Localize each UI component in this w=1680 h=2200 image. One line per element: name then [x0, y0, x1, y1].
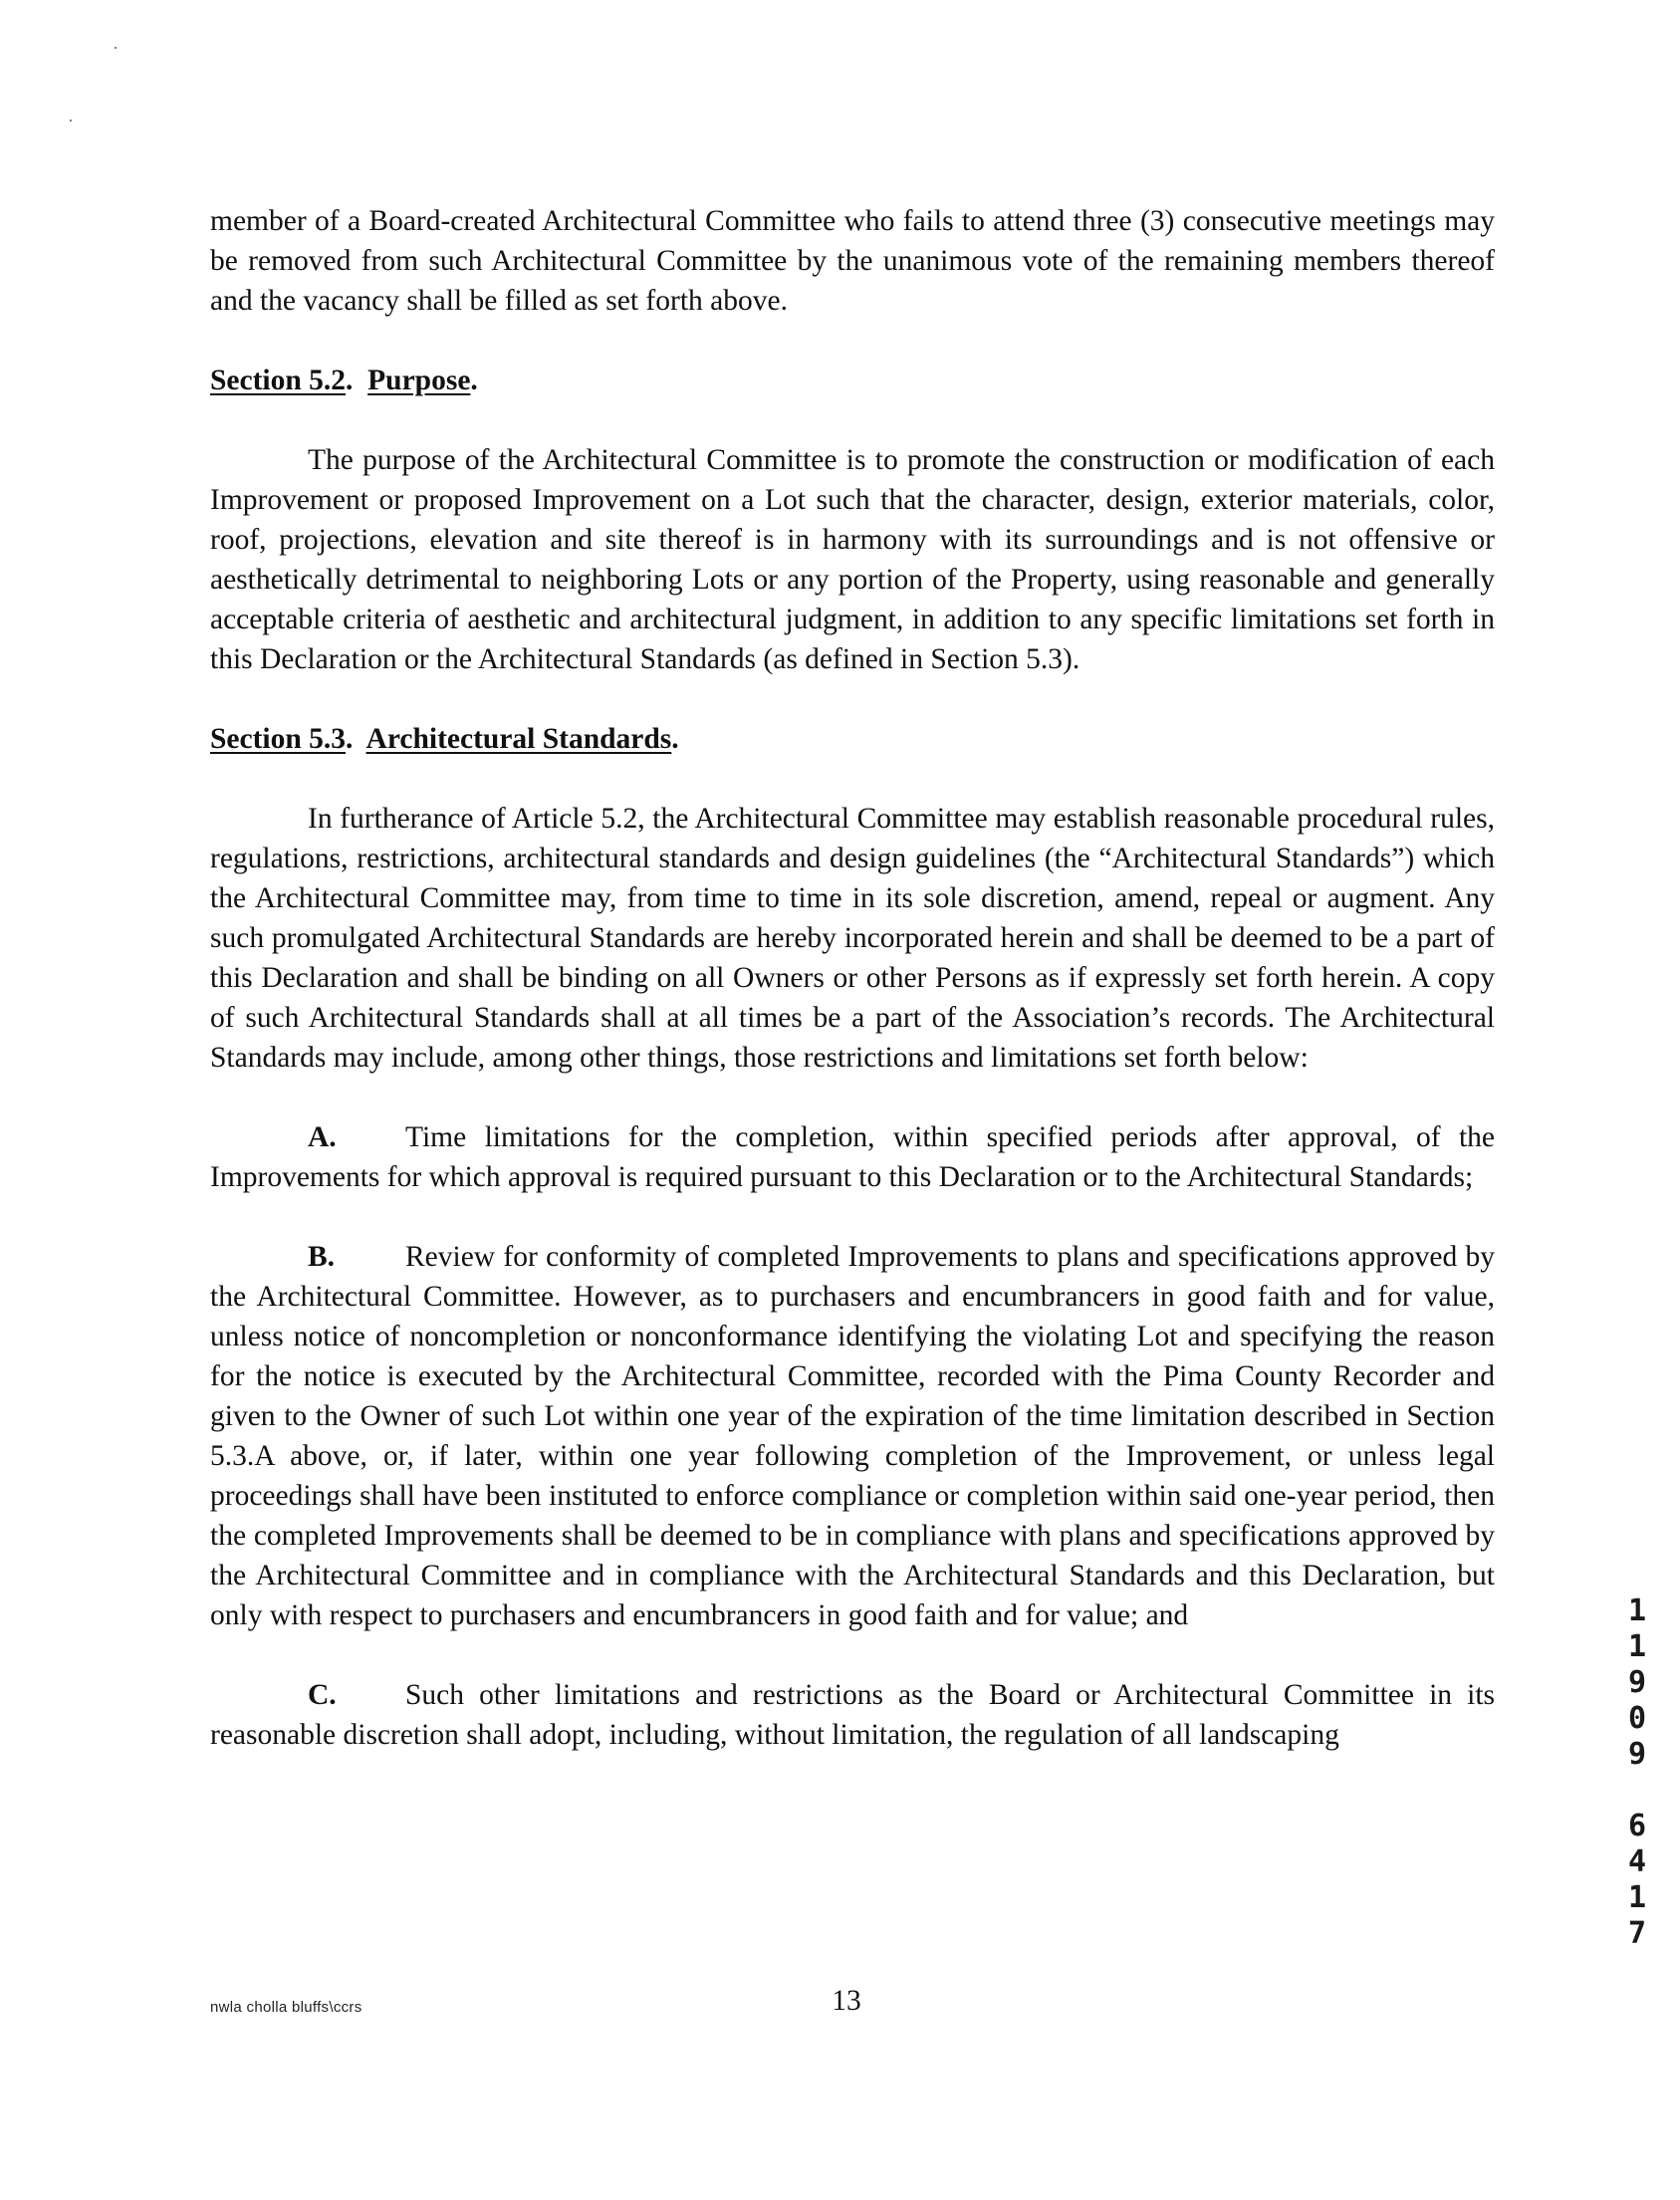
list-item-a — [210, 1117, 1495, 1197]
stamp-digit: 1 — [1627, 1880, 1647, 1915]
scan-speck — [70, 120, 72, 122]
stamp-digit: 4 — [1627, 1844, 1647, 1879]
stamp-digit: 9 — [1627, 1665, 1647, 1700]
stamp-digit: 1 — [1627, 1629, 1647, 1664]
section-title: Architectural Standards — [365, 723, 672, 755]
document-body — [210, 201, 1495, 1795]
stamp-digit: 0 — [1627, 1701, 1647, 1736]
item-text: Time limitations for the completion, within specified periods after approval, of the Improvements for which approval is required pursuant to this Declaration or to the Architectural Standards; — [210, 1121, 1495, 1193]
section-5-3-body: In furtherance of Article 5.2, the Architectural Committee may establish reasonable procedural rules, regulations, restrictions, architectural standards and design guidelines (the “Architectural Standards”) which the Architectural Committee may, from time to time in its sole discretion, amend, repeal or augment. Any such promulgated Architectural Standards are hereby incorporated herein and shall be deemed to be a part of this Declaration and shall be binding on all Owners or other Persons as if expressly set forth herein. A copy of such Architectural Standards shall at all times be a part of the Association’s records. The Architectural Standards may include, among other things, those restrictions and limitations set forth below: — [210, 803, 1495, 1074]
list-item-c — [210, 1675, 1495, 1755]
section-number: Section 5.3 — [210, 723, 347, 755]
scan-speck — [115, 47, 117, 49]
section-5-2-heading: Section 5.2. Purpose. — [210, 365, 478, 396]
item-letter: C. — [308, 1679, 337, 1711]
item-letter: A. — [308, 1121, 337, 1153]
stamp-digit: 9 — [1627, 1737, 1647, 1772]
intro-paragraph: member of a Board-created Architectural Committee who fails to attend three (3) consecutive meetings may be removed from such Architectural Committee by the unanimous vote of the remaining members thereof and the vacancy shall be filled as set forth above. — [210, 205, 1495, 317]
list-item-b — [210, 1237, 1495, 1635]
section-5-2-body: The purpose of the Architectural Committee is to promote the construction or modification of each Improvement or proposed Improvement on a Lot such that the character, design, exterior materials, color, roof, projections, elevation and site thereof is in harmony with its surroundings and is not offensive or aesthetically detrimental to neighboring Lots or any portion of the Property, using reasonable and generally acceptable criteria of aesthetic and architectural judgment, in addition to any specific limitations set forth in this Declaration or the Architectural Standards (as defined in Section 5.3). — [210, 444, 1495, 675]
recording-number-stamp — [1625, 1593, 1649, 1952]
stamp-digit: 1 — [1627, 1593, 1647, 1628]
section-number: Section 5.2 — [210, 365, 347, 396]
section-5-3-heading: Section 5.3. Architectural Standards. — [210, 723, 679, 755]
stamp-digit: 6 — [1627, 1809, 1647, 1843]
section-title: Purpose — [367, 365, 471, 396]
item-text: Such other limitations and restrictions as the Board or Architectural Committee in its reasonable discretion shall adopt, including, without limitation, the regulation of all landscaping — [210, 1679, 1495, 1751]
footer-file-path: nwla cholla bluffs\ccrs — [210, 1999, 362, 2016]
page-number: 13 — [832, 1985, 861, 2017]
item-letter: B. — [308, 1241, 336, 1273]
stamp-digit: 7 — [1627, 1916, 1647, 1951]
item-text: Review for conformity of completed Improvements to plans and specifications approved by the Architectural Committee. However, as to purchasers and encumbrancers in good faith and for value, unless notice of noncompletion or nonconformance identifying the violating Lot and specifying the reason for the notice is executed by the Architectural Committee, recorded with the Pima County Recorder and given to the Owner of such Lot within one year of the expiration of the time limitation described in Section 5.3.A above, or, if later, within one year following completion of the Improvement, or unless legal proceedings shall have been instituted to enforce compliance or completion within said one-year period, then the completed Improvements shall be deemed to be in compliance with plans and specifications approved by the Architectural Committee and in compliance with the Architectural Standards and this Declaration, but only with respect to purchasers and encumbrancers in good faith and for value; and — [210, 1241, 1495, 1631]
